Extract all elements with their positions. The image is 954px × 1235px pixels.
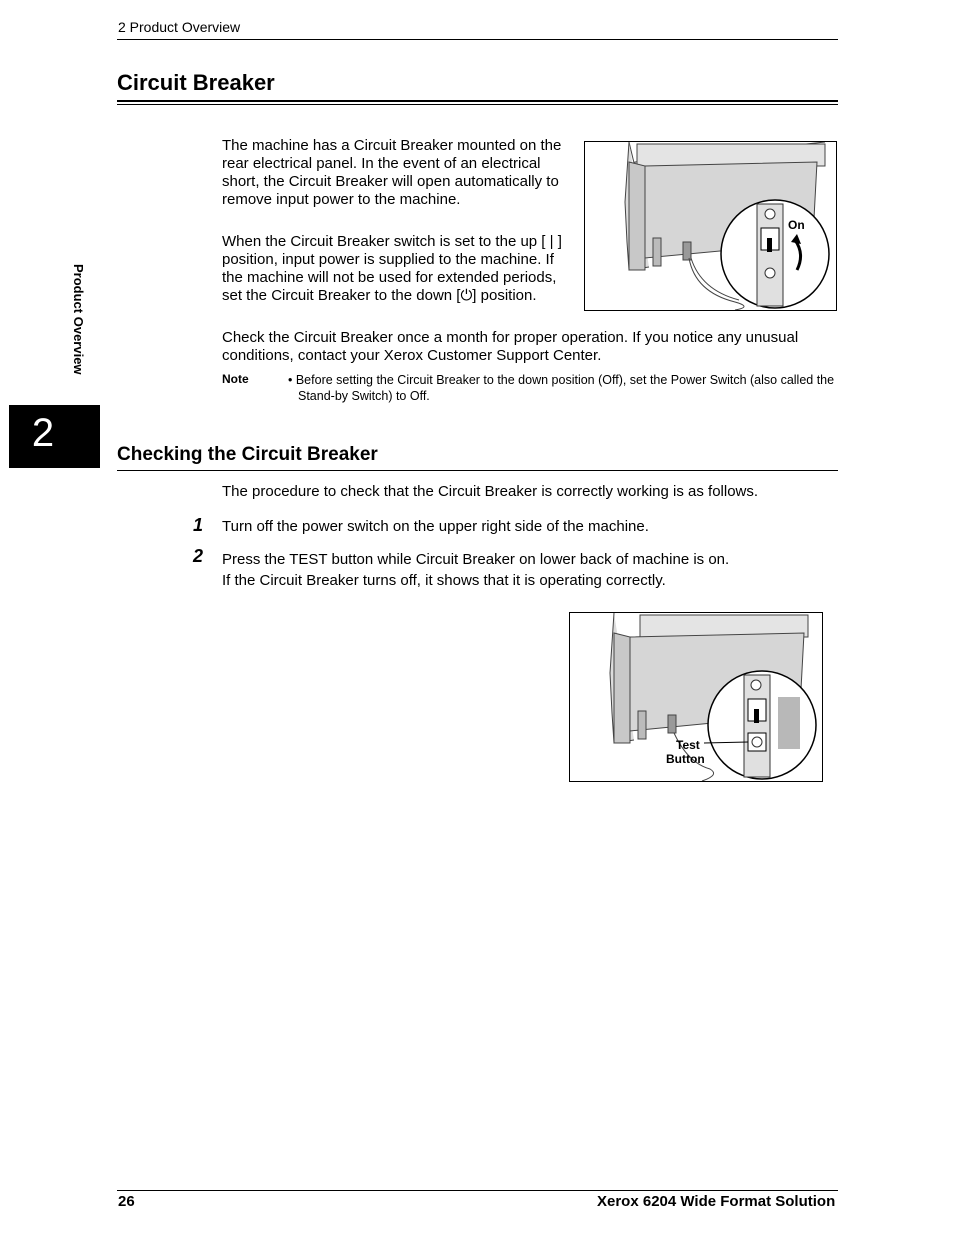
footer-rule bbox=[117, 1190, 838, 1191]
procedure-intro: The procedure to check that the Circuit Breaker is correctly working is as follows. bbox=[222, 483, 759, 500]
footer-product-title: Xerox 6204 Wide Format Solution bbox=[597, 1193, 836, 1210]
section-title: Circuit Breaker bbox=[117, 70, 275, 95]
figure2-button-label: Button bbox=[666, 752, 705, 766]
paragraph-3: Check the Circuit Breaker once a month for proper operation. If you notice any unusual conditions, contact your Xerox Customer Support Center. bbox=[222, 329, 799, 364]
note-label: Note bbox=[222, 372, 249, 386]
page-number: 26 bbox=[118, 1193, 135, 1210]
section-title-rule-thin bbox=[117, 104, 838, 105]
subsection-title: Checking the Circuit Breaker bbox=[117, 444, 378, 465]
chapter-tab bbox=[9, 405, 100, 468]
step-1-text: Turn off the power switch on the upper right side of the machine. bbox=[222, 518, 649, 535]
figure2-test-label: Test bbox=[676, 738, 700, 752]
step-2-body bbox=[222, 549, 729, 591]
step-2-text: Press the TEST button while Circuit Breaker on lower back of machine is on. bbox=[222, 551, 730, 568]
running-header: 2 Product Overview bbox=[118, 19, 241, 35]
paragraph-2: When the Circuit Breaker switch is set to the up [ | ] position, input power is supplied to the machine. If the machine will not be used for extended periods, set the Circuit Breaker to the down [⏻] position. bbox=[222, 233, 562, 304]
machine-rear-illustration bbox=[585, 142, 836, 310]
header-rule bbox=[117, 39, 838, 40]
side-tab-label-text: Product Overview bbox=[71, 264, 86, 375]
test-button-figure bbox=[569, 612, 823, 782]
subsection-title-rule bbox=[117, 470, 838, 471]
note-text: • Before setting the Circuit Breaker to the down position (Off), set the Power Switch (also called the Stand-by Switch) to Off. bbox=[288, 373, 835, 403]
step-2-number: 2 bbox=[193, 546, 204, 566]
paragraph-1: The machine has a Circuit Breaker mounted on the rear electrical panel. In the event of an electrical short, the Circuit Breaker will open automatically to remove input power to the machine. bbox=[222, 137, 562, 208]
circuit-breaker-on-figure bbox=[584, 141, 837, 311]
step-1-number: 1 bbox=[193, 515, 204, 535]
figure1-on-label: On bbox=[788, 218, 805, 232]
machine-rear-test-illustration bbox=[570, 613, 822, 781]
chapter-number: 2 bbox=[31, 411, 55, 455]
section-title-rule bbox=[117, 100, 838, 102]
step-2-result: If the Circuit Breaker turns off, it shows that it is operating correctly. bbox=[222, 572, 666, 589]
side-tab-label bbox=[70, 264, 86, 404]
